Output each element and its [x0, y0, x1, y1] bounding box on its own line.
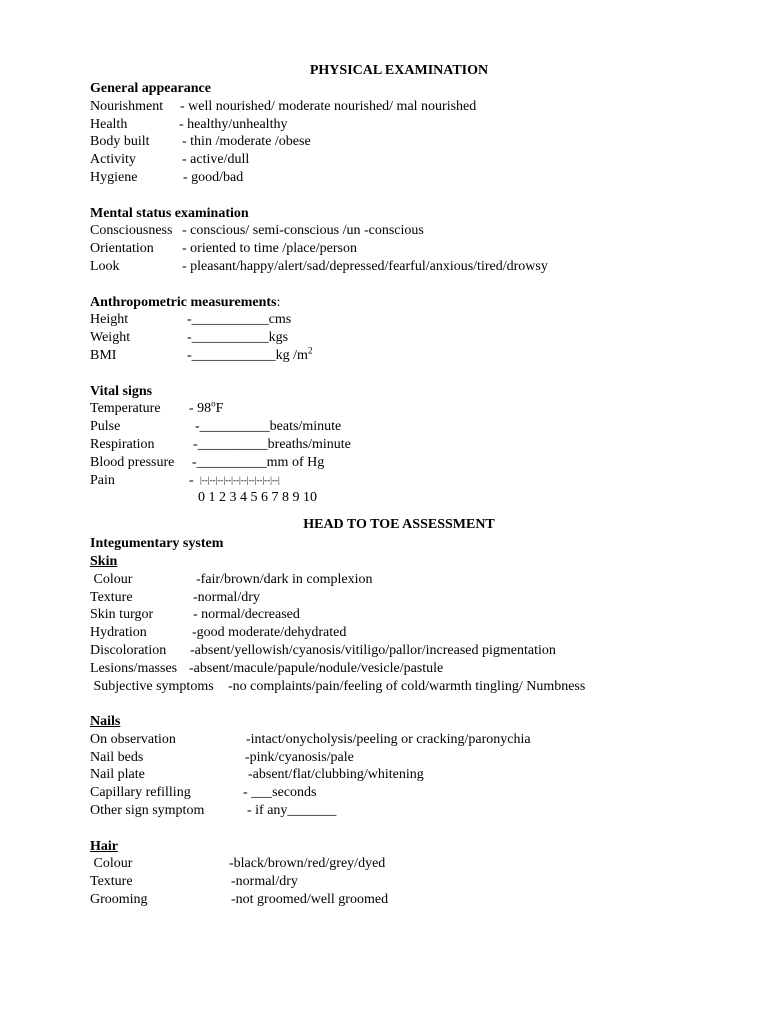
skin-row-texture [90, 589, 690, 607]
row-value: - pleasant/happy/alert/sad/depressed/fearful/anxious/tired/drowsy [182, 258, 548, 274]
nails-row-plate [90, 766, 690, 784]
row-label: Weight [90, 330, 131, 346]
integumentary-heading: Integumentary system [90, 536, 224, 552]
mental-row-orientation [90, 240, 690, 258]
row-value-line [189, 400, 223, 418]
general-appearance-heading: General appearance [90, 81, 211, 96]
row-label: Grooming [90, 892, 148, 908]
row-label: Look [90, 258, 120, 274]
row-value: - ___seconds [243, 785, 317, 801]
mental-row-look [90, 258, 690, 276]
row-value: - normal/decreased [193, 607, 300, 623]
row-value: -fair/brown/dark in complexion [196, 571, 373, 587]
nails-heading: Nails [90, 714, 121, 730]
hair-row-grooming [90, 891, 690, 909]
row-value: - active/dull [182, 152, 250, 168]
row-value: -__________beats/minute [195, 419, 342, 435]
superscript: 2 [307, 345, 313, 356]
skin-row-hydration [90, 624, 690, 642]
row-label: Orientation [90, 241, 154, 257]
general-row-hygiene [90, 169, 690, 187]
row-value: - good/bad [183, 169, 244, 185]
nails-row-observation [90, 731, 690, 749]
row-value: -normal/dry [231, 874, 298, 890]
row-value: -____________kg /m [187, 347, 308, 363]
anthropometric-heading-line [90, 294, 690, 312]
pain-numbers-row [90, 489, 690, 507]
row-label: Texture [90, 874, 133, 890]
row-label: Height [90, 312, 129, 328]
general-row-health [90, 116, 690, 134]
skin-row-discoloration [90, 642, 690, 660]
row-value: -___________cms [187, 312, 292, 328]
row-label: Temperature [90, 401, 161, 417]
row-value: -black/brown/red/grey/dyed [229, 856, 386, 872]
skin-row-colour [90, 571, 690, 589]
row-value: -no complaints/pain/feeling of cold/warmth tingling/ Numbness [228, 678, 586, 694]
row-value: - well nourished/ moderate nourished/ mal nourished [180, 98, 477, 114]
row-value: -absent/yellowish/cyanosis/vitiligo/pallor/increased pigmentation [190, 642, 556, 658]
hair-heading: Hair [90, 838, 118, 854]
vitals-row-pulse [90, 418, 690, 436]
degree-sup: o [211, 398, 216, 409]
heading-colon: : [276, 294, 281, 310]
nails-row-capillary [90, 784, 690, 802]
row-label: Colour [90, 856, 133, 872]
row-value: -__________breaths/minute [193, 436, 351, 452]
vitals-row-temperature [90, 400, 690, 418]
mental-status-heading: Mental status examination [90, 205, 249, 221]
row-label: Texture [90, 589, 133, 605]
anthropometric-heading: Anthropometric measurements [90, 294, 277, 310]
row-label: Nourishment [90, 98, 164, 114]
row-suffix: F [215, 401, 224, 417]
skin-row-lesions [90, 660, 690, 678]
row-label: Discoloration [90, 642, 167, 658]
row-value: - thin /moderate /obese [182, 134, 311, 150]
row-value: - 98 [189, 401, 212, 417]
general-row-body-built [90, 133, 690, 151]
skin-row-turgor [90, 606, 690, 624]
vitals-row-respiration [90, 436, 690, 454]
row-label: Subjective symptoms [90, 678, 214, 694]
hair-row-texture [90, 873, 690, 891]
vitals-row-blood-pressure [90, 454, 690, 472]
row-label: Nail plate [90, 767, 145, 783]
mental-row-consciousness [90, 222, 690, 240]
anthro-row-bmi [90, 347, 690, 365]
pain-scale-numbers: 0 1 2 3 4 5 6 7 8 9 10 [198, 490, 317, 506]
row-value: - conscious/ semi-conscious /un -conscious [182, 223, 424, 239]
row-value: - [189, 472, 194, 488]
vitals-row-pain [90, 472, 690, 490]
row-label: Hydration [90, 625, 147, 641]
row-label: Respiration [90, 436, 155, 452]
row-label: Pain [90, 472, 115, 488]
row-label: Lesions/masses [90, 660, 178, 676]
nails-row-beds [90, 749, 690, 767]
skin-heading: Skin [90, 553, 118, 569]
row-value: -good moderate/dehydrated [192, 625, 347, 641]
skin-row-subjective [90, 678, 690, 696]
row-label: Nail beds [90, 749, 144, 765]
row-value: -absent/macule/papule/nodule/vesicle/pastule [189, 660, 444, 676]
head-to-toe-title: HEAD TO TOE ASSESSMENT [303, 517, 495, 533]
row-label: On observation [90, 731, 176, 747]
row-value: -___________kgs [187, 330, 289, 346]
row-label: Capillary refilling [90, 785, 191, 801]
general-row-activity [90, 151, 690, 169]
row-label: Hygiene [90, 169, 138, 185]
row-value-line [187, 347, 312, 365]
row-value: - healthy/unhealthy [179, 116, 288, 132]
general-row-nourishment [90, 98, 690, 116]
hair-row-colour [90, 855, 690, 873]
row-value: - oriented to time /place/person [182, 241, 357, 257]
row-value: -__________mm of Hg [192, 454, 325, 470]
row-label: Blood pressure [90, 454, 175, 470]
page-title: PHYSICAL EXAMINATION [309, 63, 489, 78]
anthro-row-weight [90, 329, 690, 347]
pain-scale-ruler: |--|--|--|--|--|--|--|--|--|--| [200, 474, 280, 485]
row-value: -intact/onycholysis/peeling or cracking/paronychia [246, 731, 531, 747]
row-label: Colour [90, 571, 133, 587]
row-value: -absent/flat/clubbing/whitening [248, 767, 424, 783]
row-label: Skin turgor [90, 607, 154, 623]
row-label: Body built [90, 134, 150, 150]
nails-row-other [90, 802, 690, 820]
document-page [90, 62, 690, 909]
row-value: -not groomed/well groomed [231, 892, 389, 908]
anthro-row-height [90, 311, 690, 329]
row-label: Pulse [90, 419, 121, 435]
row-label: Consciousness [90, 223, 173, 239]
row-label: Other sign symptom [90, 803, 205, 819]
row-value: -pink/cyanosis/pale [245, 749, 354, 765]
vital-signs-heading: Vital signs [90, 383, 153, 399]
row-label: Health [90, 116, 128, 132]
row-label: Activity [90, 152, 136, 168]
row-label: BMI [90, 347, 117, 363]
row-value: -normal/dry [193, 589, 260, 605]
row-value: - if any_______ [247, 803, 337, 819]
